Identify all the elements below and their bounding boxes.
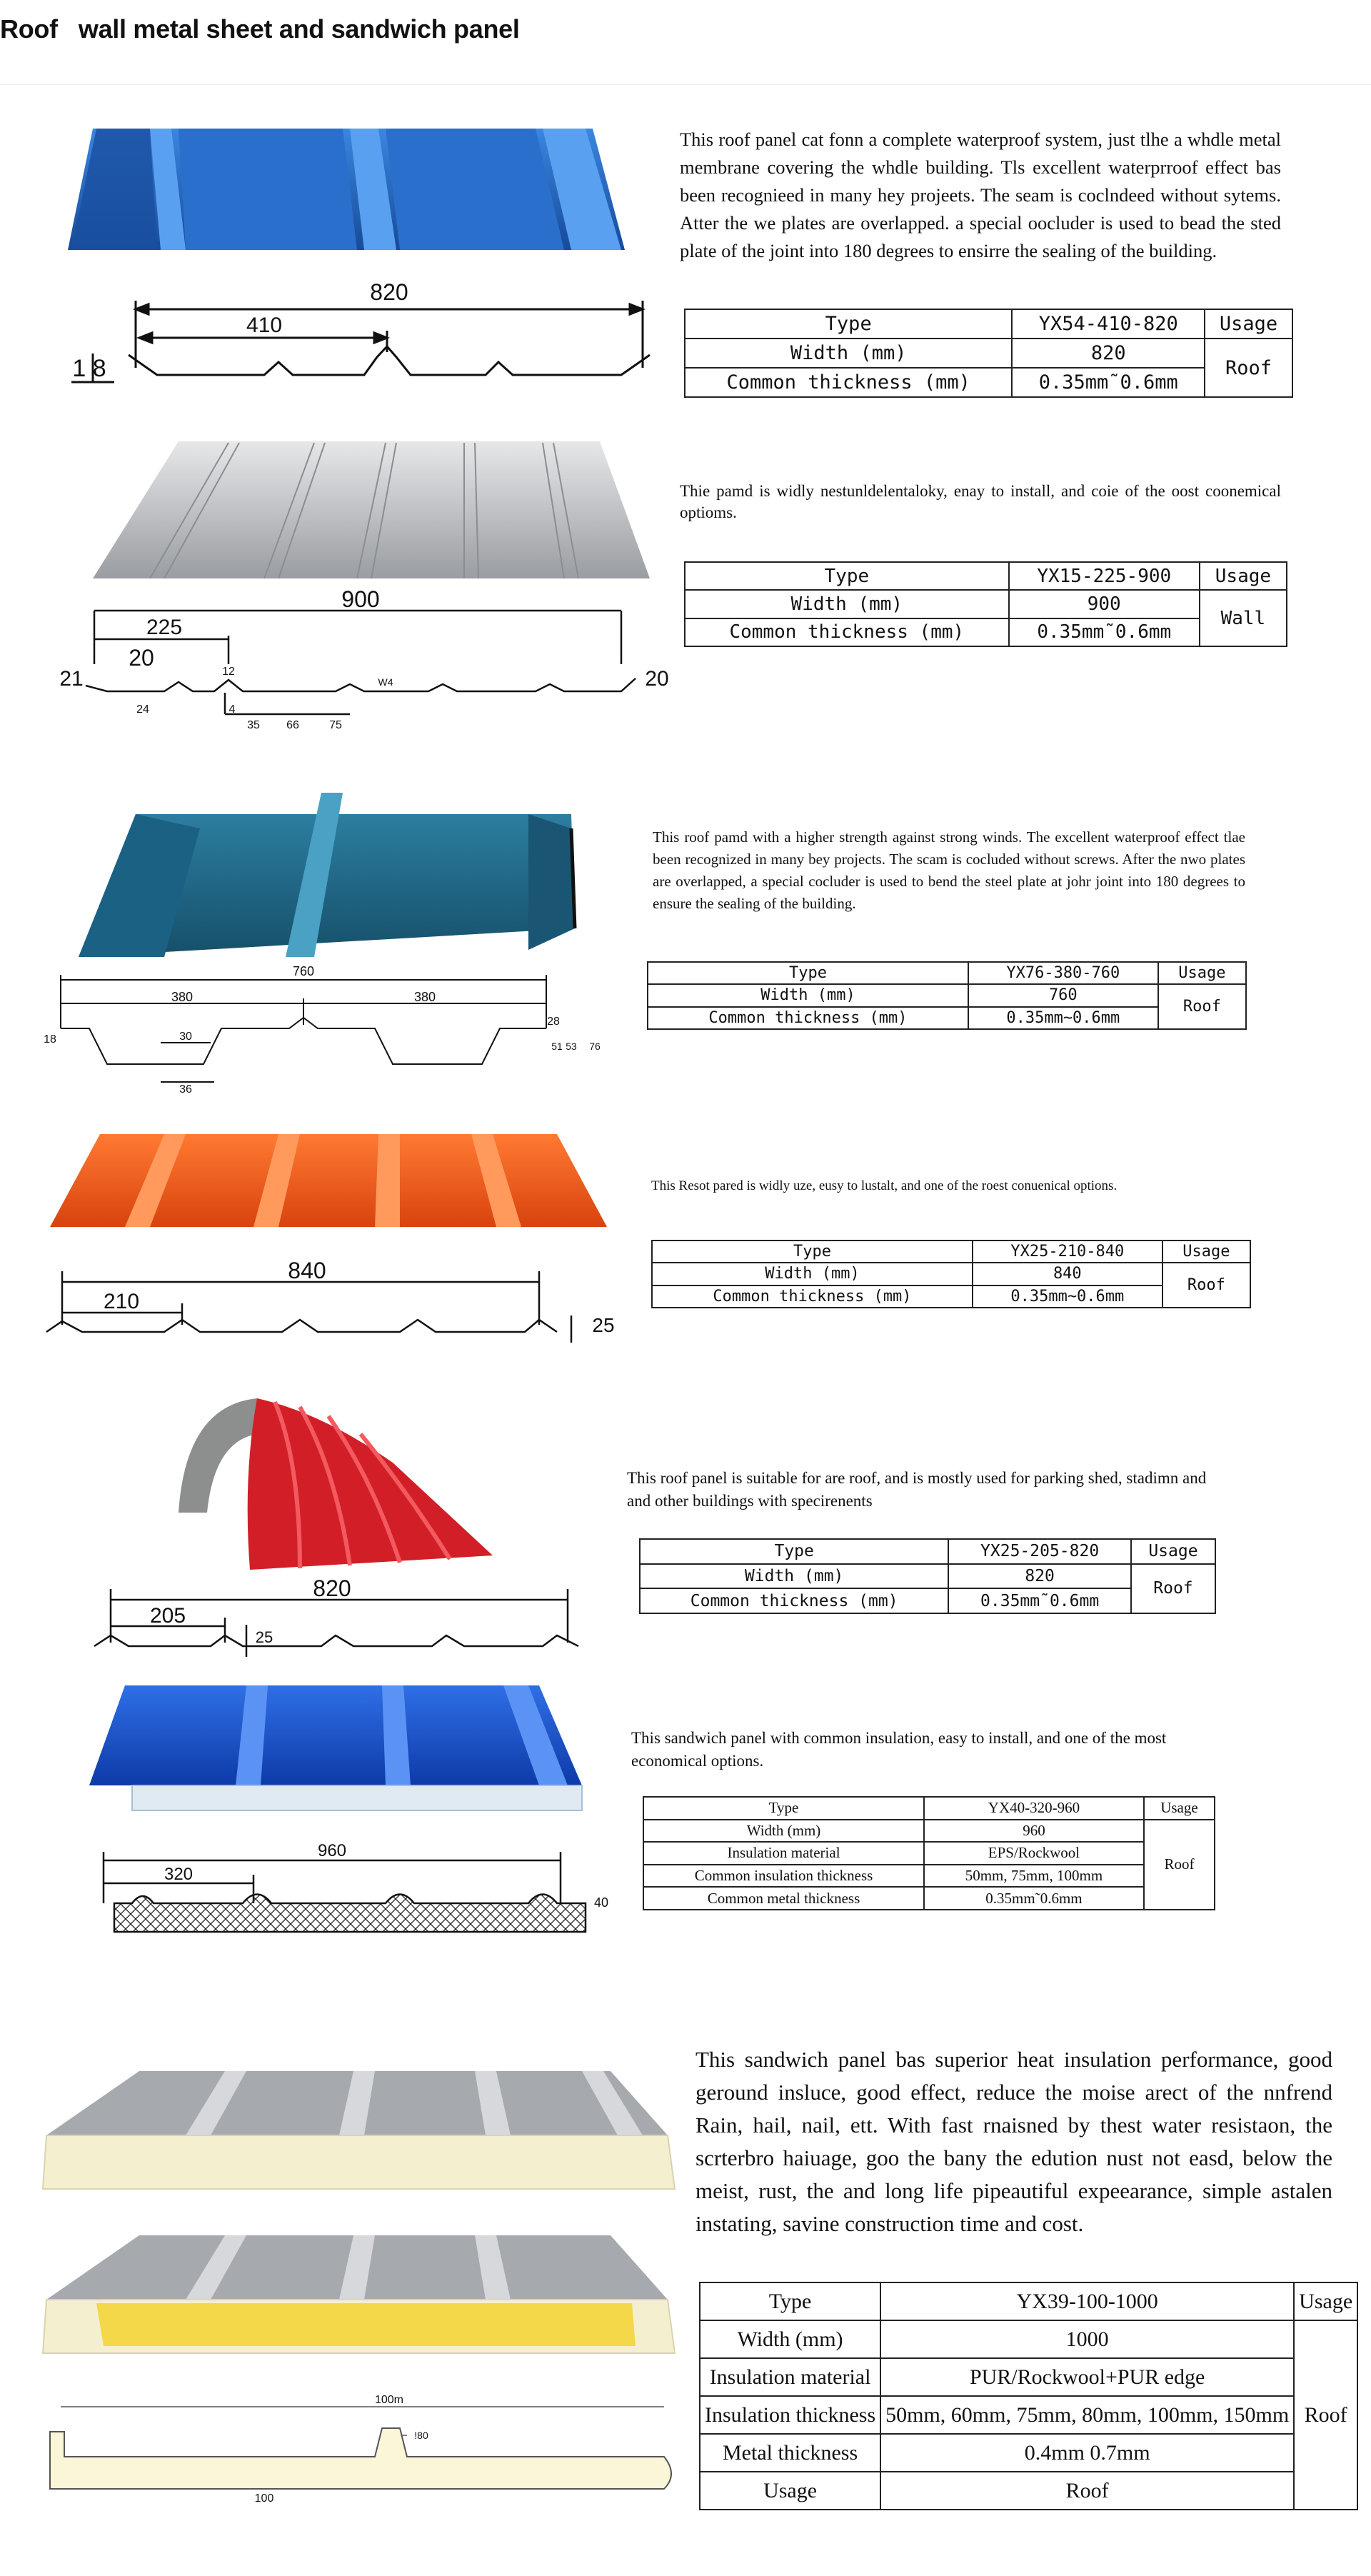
product-3-description: This roof pamd with a higher strength against strong winds. The excellent waterproof effect tlae been recognized in many bey projects. The scam is cocluded without screws. After the nwo plates are overlapped, a special cocluder is used to bend the steel plate at johr joint into 180 degrees to ensure the sealing of the building. (653, 828, 1245, 912)
product-4-panel-image (43, 1127, 614, 1234)
table-cell: 50mm, 60mm, 75mm, 80mm, 100mm, 150mm (880, 2396, 1294, 2434)
dim-half2: 380 (413, 990, 436, 1004)
dim-pitch: 205 (149, 1604, 186, 1628)
product-4-spec-table (651, 1240, 1251, 1308)
usage-cell: Roof (1205, 339, 1292, 397)
table-cell: 0.35mm˜0.6mm (1009, 618, 1200, 646)
usage-cell: Roof (1131, 1564, 1215, 1613)
dim-36: 36 (179, 1083, 192, 1096)
table-header: Type (643, 1797, 924, 1820)
table-header: Usage (1131, 1539, 1215, 1564)
table-header: YX25-210-840 (973, 1241, 1162, 1263)
dim-total: 960 (317, 1841, 347, 1860)
dim-right: 20 (645, 667, 669, 691)
dim-total: 100m (374, 2394, 404, 2406)
usage-cell: Roof (1294, 2320, 1357, 2510)
dim-sub2: 4 (228, 703, 236, 716)
table-header: Usage (1162, 1241, 1250, 1263)
table-cell: 0.35mm~0.6mm (968, 1007, 1158, 1029)
product-5-profile-drawing (86, 1575, 600, 1660)
dim-total: 820 (370, 279, 408, 305)
dim-left: 21 (59, 667, 84, 691)
dim-rib: !80 (414, 2430, 428, 2441)
table-cell: Roof (880, 2472, 1294, 2510)
product-6-panel-image (82, 1678, 596, 1828)
product-6-description: This sandwich panel with common insulation, easy to install, and one of the most economical options. (631, 1729, 1167, 1770)
dim-18: 18 (44, 1033, 56, 1046)
product-7-description: This sandwich panel bas superior heat insulation performance, good geround insluce, good effect, reduce the moise arect of the nnfrend Rain, hail, nail, ett. With fast rnaisned by thest water resistaon, the scrterbro haiuage, goo the bany the edution nust not easd, below the meist, rust, the and long life pipeautiful expeearance, simple astalen instating, savine construction time and cost. (695, 2047, 1332, 2236)
table-cell: Common thickness (mm) (685, 368, 1012, 397)
dim-bottom: 100 (254, 2492, 274, 2505)
product-6-spec-table (643, 1796, 1215, 1910)
table-header: Type (652, 1241, 973, 1263)
dim-53: 53 (566, 1041, 577, 1052)
product-4-description: This Resot pared is widly uze, eusy to lustalt, and one of the roest conuenical options. (651, 1178, 1118, 1193)
dim-51: 51 (551, 1041, 563, 1052)
product-4-profile-drawing (39, 1257, 639, 1343)
table-cell: Common thickness (mm) (652, 1286, 973, 1308)
dim-mid: 12 (222, 666, 235, 678)
usage-cell: Roof (1158, 984, 1246, 1029)
dim-total: 760 (292, 964, 315, 978)
product-1-spec-table (684, 309, 1293, 398)
table-header: Type (640, 1539, 948, 1564)
product-2-spec-table (684, 561, 1287, 647)
usage-cell: Roof (1162, 1263, 1250, 1308)
table-cell: Metal thickness (700, 2434, 880, 2472)
table-header: Usage (1205, 309, 1292, 339)
dim-total: 840 (288, 1258, 326, 1283)
product-6-profile-drawing (86, 1839, 628, 1939)
table-cell: Insulation material (643, 1842, 924, 1865)
dim-30: 30 (179, 1031, 192, 1043)
table-cell: Usage (700, 2472, 880, 2510)
dim-76: 76 (589, 1041, 601, 1052)
table-cell: PUR/Rockwool+PUR edge (880, 2358, 1294, 2396)
product-5-spec-table (639, 1538, 1216, 1614)
table-header: YX76-380-760 (968, 962, 1158, 984)
table-cell: Common insulation thickness (643, 1865, 924, 1888)
dim-sub1: 24 (136, 703, 149, 716)
page-header (0, 0, 1371, 85)
dim-height: 1 8 (72, 355, 106, 382)
dim-sub3: 35 (247, 719, 260, 731)
table-header: Usage (1158, 962, 1246, 984)
product-1-profile-drawing (21, 275, 664, 396)
product-7-panel-image-bottom (39, 2228, 682, 2378)
table-cell: 900 (1009, 590, 1200, 618)
dim-w: W4 (378, 676, 393, 688)
table-cell: Common thickness (mm) (648, 1007, 968, 1029)
table-header: YX54-410-820 (1012, 309, 1205, 339)
table-cell: 760 (968, 984, 1158, 1006)
table-cell: Common metal thickness (643, 1887, 924, 1910)
dim-half1: 380 (171, 990, 194, 1004)
table-cell: 0.35mm˜0.6mm (924, 1887, 1144, 1910)
table-cell: 1000 (880, 2320, 1294, 2358)
table-cell: 0.35mm~0.6mm (973, 1286, 1162, 1308)
table-header: Usage (1144, 1797, 1215, 1820)
table-header: YX39-100-1000 (880, 2282, 1294, 2320)
dim-pitch: 320 (164, 1865, 194, 1884)
dim-28: 28 (547, 1016, 560, 1028)
usage-cell: Wall (1200, 590, 1287, 646)
product-5-panel-image (157, 1391, 500, 1570)
product-3-profile-drawing (39, 964, 639, 1107)
table-header: Type (685, 562, 1009, 590)
dim-rib: 20 (129, 645, 154, 671)
table-header: Usage (1294, 2282, 1357, 2320)
dim-pitch: 225 (146, 616, 183, 639)
table-cell: 50mm, 75mm, 100mm (924, 1865, 1144, 1888)
product-2-panel-image (86, 436, 657, 586)
dim-sub5: 75 (329, 719, 342, 731)
dim-pitch: 410 (246, 314, 283, 337)
product-5-description: This roof panel is suitable for are roof, and is mostly used for parking shed, stadimn and and other buildings with specirenents (627, 1469, 1207, 1510)
table-header: Usage (1200, 562, 1287, 590)
table-cell: Insulation material (700, 2358, 880, 2396)
table-cell: 0.35mm˜0.6mm (1012, 368, 1205, 397)
dim-height: 25 (255, 1628, 273, 1646)
dim-pitch: 210 (103, 1290, 140, 1313)
product-2-profile-drawing (50, 586, 678, 743)
table-cell: 960 (924, 1820, 1144, 1843)
table-cell: EPS/Rockwool (924, 1842, 1144, 1865)
product-2-description: Thie pamd is widly nestunldelentaloky, enay to install, and coie of the oost coonemical optioms. (680, 482, 1281, 521)
table-cell: 820 (948, 1564, 1131, 1589)
product-7-profile-drawing (43, 2389, 671, 2503)
usage-cell: Roof (1144, 1820, 1215, 1910)
product-3-spec-table (647, 961, 1247, 1030)
table-cell: Common thickness (mm) (685, 618, 1009, 646)
table-header: Type (648, 962, 968, 984)
table-cell: Width (mm) (685, 590, 1009, 618)
table-cell: 840 (973, 1263, 1162, 1285)
table-header: YX15-225-900 (1009, 562, 1200, 590)
table-cell: Width (mm) (700, 2320, 880, 2358)
table-header: Type (685, 309, 1012, 339)
table-header: Type (700, 2282, 880, 2320)
product-1-panel-image (43, 107, 636, 264)
table-cell: Insulation thickness (700, 2396, 880, 2434)
table-cell: Width (mm) (640, 1564, 948, 1589)
product-3-panel-image (71, 786, 586, 964)
dim-total: 900 (341, 586, 380, 612)
table-cell: 820 (1012, 339, 1205, 368)
table-cell: Width (mm) (685, 339, 1012, 368)
table-cell: Width (mm) (652, 1263, 973, 1285)
table-cell: 0.35mm˜0.6mm (948, 1588, 1131, 1613)
dim-sub4: 66 (286, 719, 299, 731)
table-cell: Common thickness (mm) (640, 1588, 948, 1613)
table-header: YX25-205-820 (948, 1539, 1131, 1564)
table-header: YX40-320-960 (924, 1797, 1144, 1820)
product-7-spec-table (699, 2282, 1358, 2510)
product-7-panel-image-top (39, 2064, 682, 2207)
table-cell: Width (mm) (648, 984, 968, 1006)
table-cell: 0.4mm 0.7mm (880, 2434, 1294, 2472)
table-cell: Width (mm) (643, 1820, 924, 1843)
dim-total: 820 (313, 1575, 351, 1601)
product-1-description: This roof panel cat fonn a complete waterproof system, just tlhe a whdle metal membrane covering the whdle building. Tls excellent waterprroof effect bas been recognieed in many hey projeets. The seam is coclndeed without sytems. Atter the we plates are overlapped. a special oocluder is used to bead the sted plate of the joint into 180 degrees to ensirre the sealing of the building. (680, 129, 1281, 261)
page-title: Roof wall metal sheet and sandwich panel (0, 14, 520, 44)
dim-height: 40 (593, 1895, 609, 1910)
dim-height: 25 (592, 1314, 615, 1336)
